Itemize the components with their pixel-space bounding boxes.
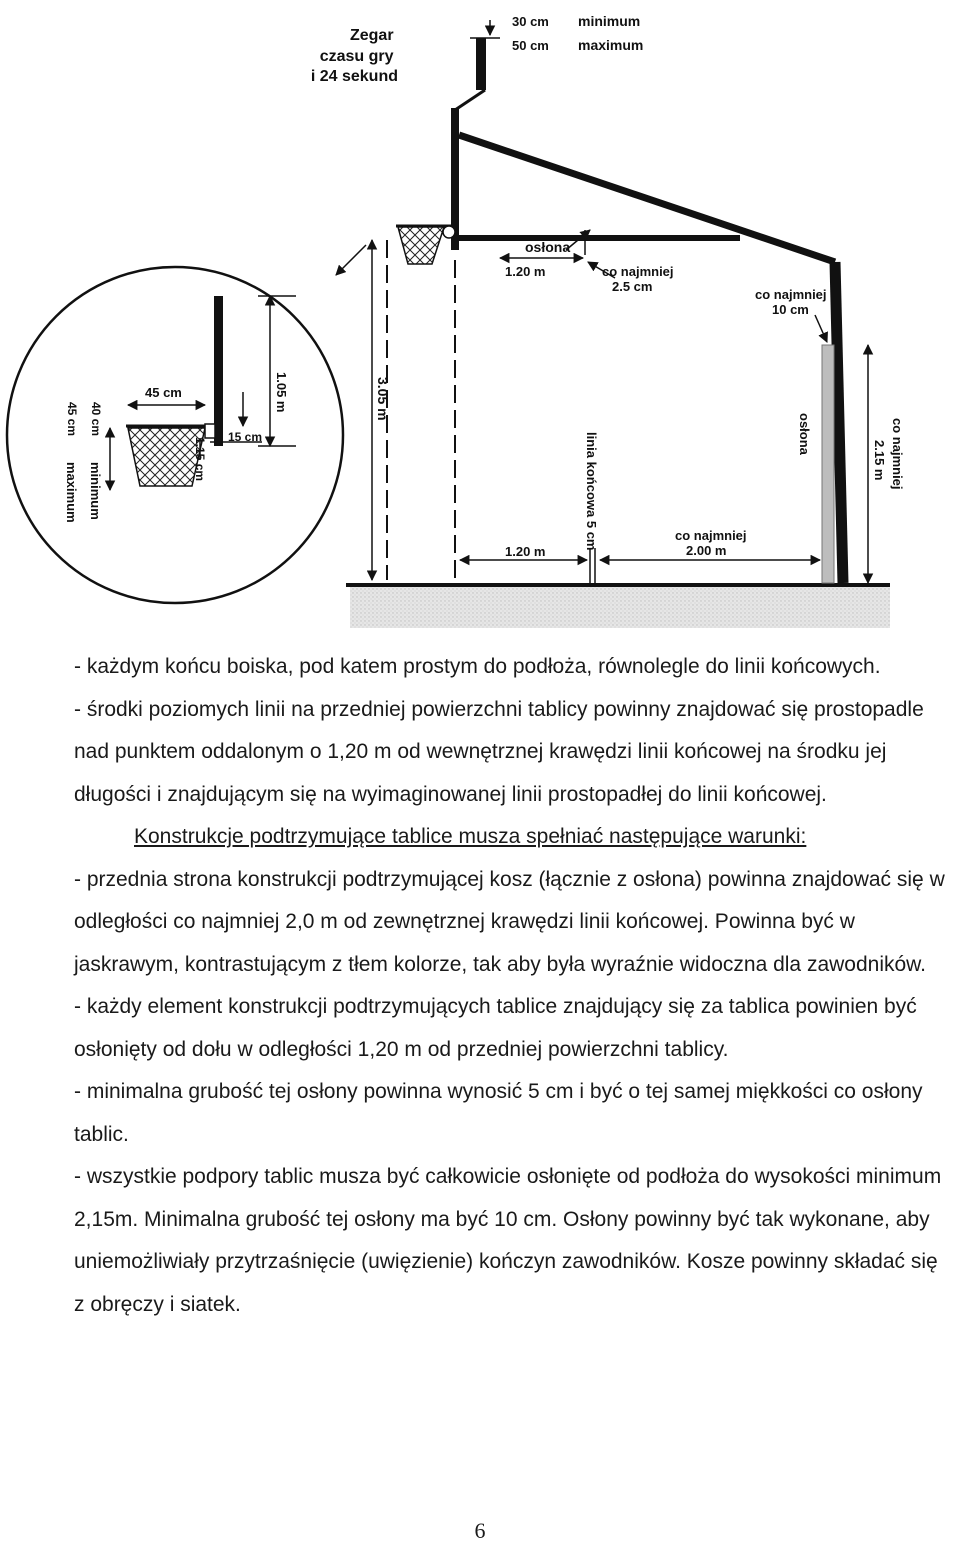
detail-115: 1.15 cm [193,437,207,482]
section-heading [74,816,954,859]
detail-15cm: 15 cm [228,430,263,444]
detail-rim-bracket [205,424,215,438]
section-heading-text: Konstrukcje podtrzymujące tablice musza spełniać następujące warunki: [134,825,807,848]
dim-50cm: 50 cm [512,38,549,53]
page-number: 6 [474,1518,486,1543]
body-text [74,646,954,1326]
baseline-label: linia końcowa 5 cm [584,432,599,551]
paragraph-1: - każdym końcu boiska, pod katem prostym do podłoża, równolegle do linii końcowych. [74,655,881,678]
height-305: 3.05 m [375,377,391,421]
upper-120: 1.20 m [505,264,546,279]
paragraph-5: - minimalna grubość tej osłony powinna wynosić 5 cm i być o tej samej miękkości co osłony tablic. [74,1080,923,1146]
min215-line2: 2.15 m [872,440,887,481]
detail-45cm-v: 45 cm [65,402,79,437]
lower-200: co najmniej 2.00 m [675,528,747,558]
net [398,227,444,264]
floor [350,583,890,628]
dim-maximum: maximum [578,37,644,53]
paragraph-3: - przednia strona konstrukcji podtrzymującej kosz (łącznie z osłona) powinna znajdować się w odległości co najmniej 2,0 m od zewnętrznej krawędzi linii końcowej. Powinna być w jaskrawym, kontrastującym z tłem kolorze, tak aby była wyraźnie widoczna dla zawodników. [74,867,945,976]
paragraph-2: - środki poziomych linii na przedniej powierzchni tablicy powinny znajdować się prostopadle nad punktem oddalonym o 1,20 m od wewnętrznej krawędzi linii końcowej na środku jej długości i znajdującym się na wyimaginowanej linii prostopadłej do linii końcowej. [74,697,924,806]
clock-label: Zegar czasu gry i 24 sekund [310,27,398,85]
detail-105: 1.05 m [274,372,289,413]
dim-minimum: minimum [578,13,641,29]
cover-label: osłona [525,239,571,255]
lower-120: 1.20 m [505,544,546,559]
support-frame [455,90,843,583]
paragraph-4: - każdy element konstrukcji podtrzymujących tablice znajdujący się za tablica powinien być osłonięty od dołu w odległości 1,20 m od przedniej powierzchni tablicy. [74,995,917,1061]
column-padding [822,345,834,583]
detail-40cm: 40 cm [89,402,103,437]
upper-25: co najmniej 2.5 cm [602,264,674,294]
guide-lines [387,240,455,580]
basket-support-diagram [0,0,960,640]
detail-45cm: 45 cm [145,385,182,400]
detail-maximum: maximum [64,462,79,523]
rim-knob [443,226,455,238]
clock-post [476,38,486,90]
min215-line1: co najmniej [890,418,905,490]
min10: co najmniej 10 cm [755,287,827,317]
right-cover-label: osłona [797,413,812,455]
detail-minimum: minimum [88,462,103,520]
paragraph-6: - wszystkie podpory tablic musza być całkowicie osłonięte od podłoża do wysokości minimum 2,15m. Minimalna grubość tej osłony ma być 10 cm. Osłony powinny być tak wykonane, aby uniemożliwiały przytrzaśnięcie (uwięzienie) kończyn zawodników. Kosze powinny składać się z obręczy i siatek. [74,1165,942,1316]
dim-30cm: 30 cm [512,14,549,29]
